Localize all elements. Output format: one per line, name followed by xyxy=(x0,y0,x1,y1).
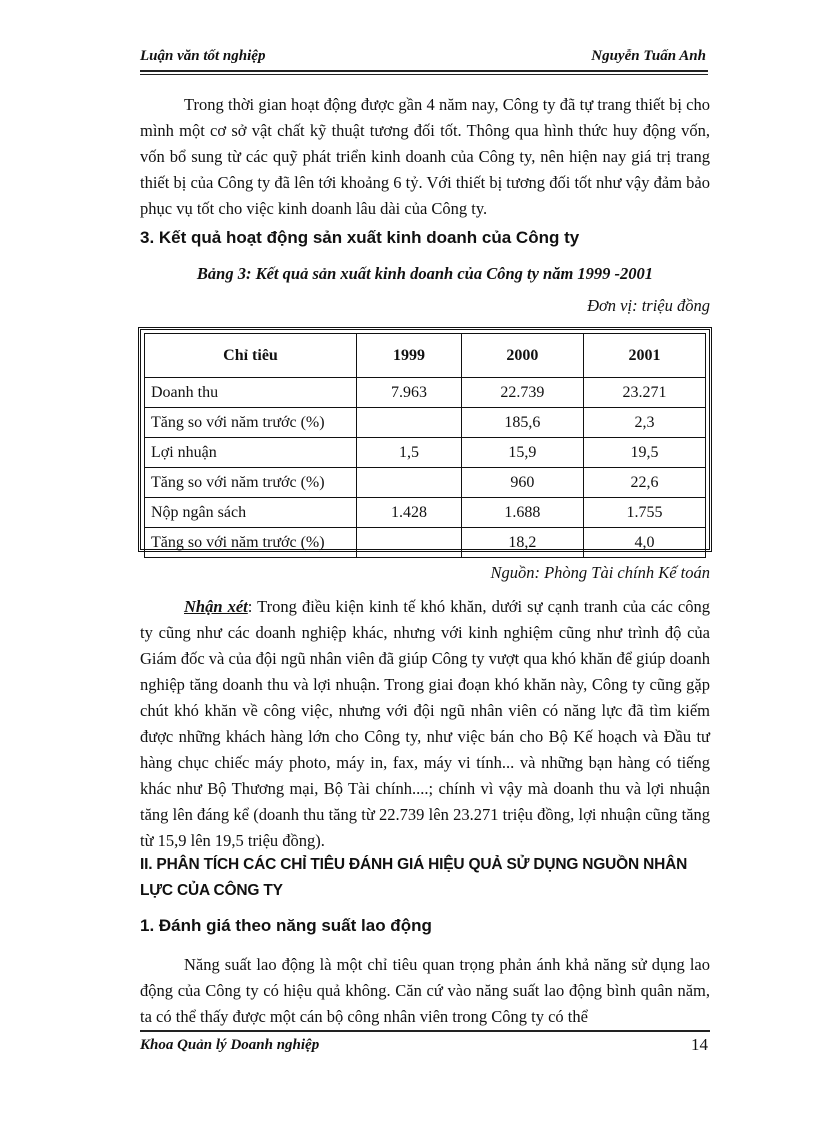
remark-label: Nhận xét xyxy=(184,597,248,616)
intro-paragraph: Trong thời gian hoạt động được gần 4 năm nay, Công ty đã tự trang thiết bị cho mình một cơ sở vật chất kỹ thuật tương đối tốt. Thông qua hình thức huy động vốn, vốn bổ sung từ các quỹ phát triển kinh doanh của Công ty, nên hiện nay giá trị trang thiết bị của Công ty đã lên tới khoảng 6 tỷ. Với thiết bị tương đối tốt như vậy đảm bảo phục vụ tốt cho việc kinh doanh lâu dài của Công ty. xyxy=(140,95,710,218)
col-header-2001: 2001 xyxy=(583,334,705,378)
page-footer xyxy=(140,1030,710,1056)
cell-value: 1.755 xyxy=(583,498,705,528)
cell-value xyxy=(357,468,462,498)
page-number: 14 xyxy=(691,1035,708,1054)
table-unit: Đơn vị: triệu đồng xyxy=(587,296,710,315)
subsection-1-heading: 1. Đánh giá theo năng suất lao động xyxy=(140,916,432,935)
row-label: Tăng so với năm trước (%) xyxy=(145,528,357,558)
remark-paragraph xyxy=(140,594,710,854)
row-label: Lợi nhuận xyxy=(145,438,357,468)
row-label: Doanh thu xyxy=(145,378,357,408)
col-header-2000: 2000 xyxy=(461,334,583,378)
results-table xyxy=(144,333,706,558)
cell-value xyxy=(357,408,462,438)
header-divider xyxy=(140,70,708,72)
table-row xyxy=(145,408,706,438)
row-label: Nộp ngân sách xyxy=(145,498,357,528)
cell-value: 185,6 xyxy=(461,408,583,438)
closing-paragraph: Năng suất lao động là một chỉ tiêu quan trọng phản ánh khả năng sử dụng lao động của Công ty có hiệu quả không. Căn cứ vào năng suất lao động bình quân năm, ta có thể thấy được một cán bộ công nhân viên trong Công ty có thể xyxy=(140,955,710,1026)
cell-value: 2,3 xyxy=(583,408,705,438)
table-row xyxy=(145,498,706,528)
table-source: Nguồn: Phòng Tài chính Kế toán xyxy=(490,563,710,582)
cell-value: 4,0 xyxy=(583,528,705,558)
col-header-1999: 1999 xyxy=(357,334,462,378)
table-row xyxy=(145,438,706,468)
footer-divider xyxy=(140,1030,710,1032)
table-caption: Bảng 3: Kết quả sản xuất kinh doanh của Công ty năm 1999 -2001 xyxy=(196,264,654,283)
cell-value: 7.963 xyxy=(357,378,462,408)
cell-value: 19,5 xyxy=(583,438,705,468)
cell-value: 1.688 xyxy=(461,498,583,528)
cell-value: 22.739 xyxy=(461,378,583,408)
footer-faculty-label: Khoa Quản lý Doanh nghiệp xyxy=(140,1037,320,1053)
table-row xyxy=(145,528,706,558)
row-label: Tăng so với năm trước (%) xyxy=(145,468,357,498)
remark-text: : Trong điều kiện kinh tế khó khăn, dưới sự cạnh tranh của các công ty cũng như các doanh nghiệp khác, nhưng với kinh nghiệm cũng như trình độ của Giám đốc và của đội ngũ nhân viên đã giúp Công ty vượt qua khó khăn để giúp doanh nghiệp tăng doanh thu và lợi nhuận. Trong giai đoạn khó khăn này, Công ty cũng gặp chút khó khăn về công việc, nhưng với đội ngũ nhân viên có năng lực đã tìm kiếm được những khách hàng lớn cho Công ty, như việc bán cho Bộ Kế hoạch và Đầu tư hàng chục chiếc máy photo, máy in, fax, máy vi tính... và những bạn hàng có tiếng khác như Bộ Thương mại, Bộ Tài chính....; chính vì vậy mà doanh thu và lợi nhuận tăng lên đáng kể (doanh thu tăng từ 22.739 lên 23.271 triệu đồng, lợi nhuận cũng tăng từ 15,9 lên 19,5 triệu đồng). xyxy=(140,597,710,850)
cell-value: 15,9 xyxy=(461,438,583,468)
row-label: Tăng so với năm trước (%) xyxy=(145,408,357,438)
header-thesis-label: Luận văn tốt nghiệp xyxy=(140,48,266,64)
cell-value xyxy=(357,528,462,558)
page-header xyxy=(140,46,708,70)
cell-value: 960 xyxy=(461,468,583,498)
table-header-row xyxy=(145,334,706,378)
results-table-frame xyxy=(138,327,712,552)
table-row xyxy=(145,378,706,408)
header-divider-thin xyxy=(140,74,708,75)
cell-value: 18,2 xyxy=(461,528,583,558)
col-header-indicator: Chỉ tiêu xyxy=(145,334,357,378)
table-row xyxy=(145,468,706,498)
cell-value: 23.271 xyxy=(583,378,705,408)
cell-value: 1,5 xyxy=(357,438,462,468)
cell-value: 1.428 xyxy=(357,498,462,528)
cell-value: 22,6 xyxy=(583,468,705,498)
header-author-name: Nguyễn Tuấn Anh xyxy=(591,48,706,64)
section-3-heading: 3. Kết quả hoạt động sản xuất kinh doanh của Công ty xyxy=(140,228,580,247)
section-ii-heading: II. PHÂN TÍCH CÁC CHỈ TIÊU ĐÁNH GIÁ HIỆU QUẢ SỬ DỤNG NGUỒN NHÂN LỰC CỦA CÔNG TY xyxy=(140,856,688,899)
